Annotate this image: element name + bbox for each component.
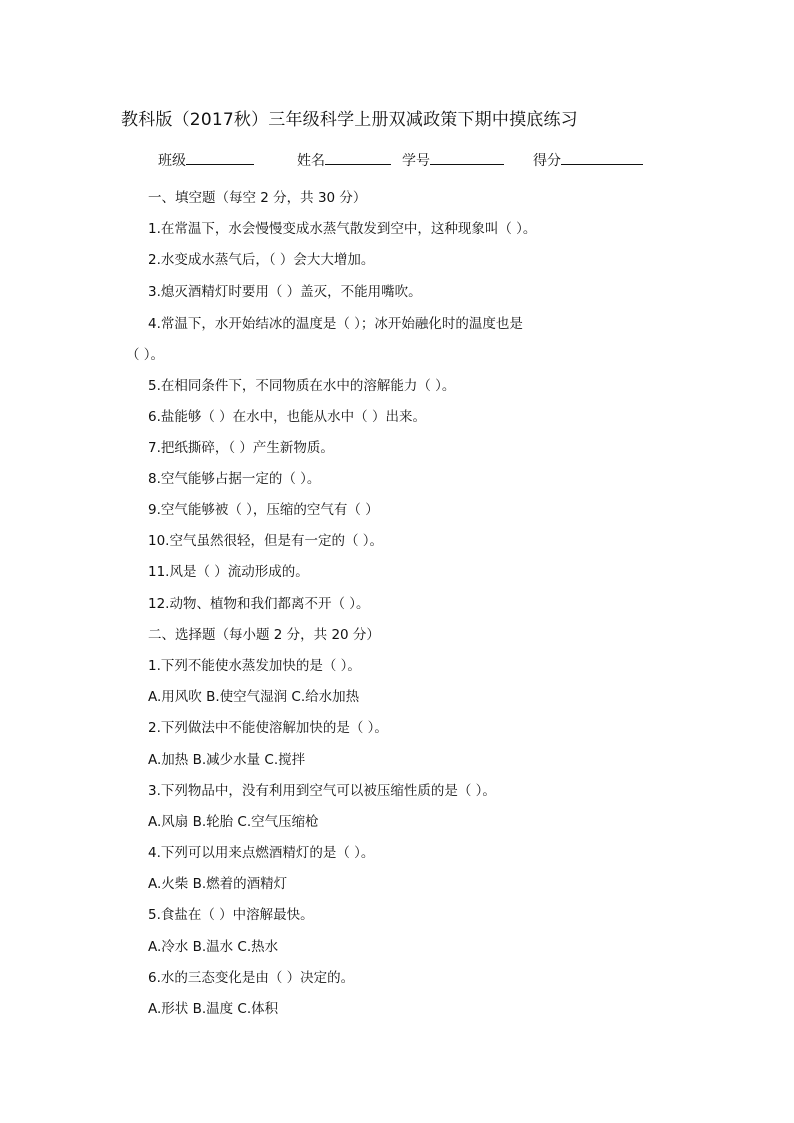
class-label: 班级	[158, 153, 186, 169]
question-line: 4.常温下，水开始结冰的温度是（ ）；冰开始融化时的温度也是	[148, 316, 523, 332]
question-line: 10.空气虽然很轻，但是有一定的（ ）。	[148, 533, 384, 549]
section-fill-blank-heading: 一、填空题（每空 2 分，共 30 分）	[148, 190, 367, 206]
options-line: A.风扇 B.轮胎 C.空气压缩枪	[148, 814, 319, 830]
options-line: A.火柴 B.燃着的酒精灯	[148, 876, 288, 892]
class-blank[interactable]	[186, 150, 254, 165]
question-line: 2.水变成水蒸气后，（ ）会大大增加。	[148, 252, 375, 268]
question-line: 5.食盐在（ ）中溶解最快。	[148, 907, 314, 923]
options-line: A.冷水 B.温水 C.热水	[148, 939, 279, 955]
question-line: 6.盐能够（ ）在水中，也能从水中（ ）出来。	[148, 409, 426, 425]
name-field	[297, 150, 391, 170]
question-line: 4.下列可以用来点燃酒精灯的是（ ）。	[148, 845, 375, 861]
question-line: 1.下列不能使水蒸发加快的是（ ）。	[148, 658, 361, 674]
options-line: A.用风吹 B.使空气湿润 C.给水加热	[148, 689, 360, 705]
id-blank[interactable]	[430, 150, 504, 165]
question-line: 7.把纸撕碎，（ ）产生新物质。	[148, 440, 334, 456]
score-blank[interactable]	[561, 150, 643, 165]
question-line: 5.在相同条件下，不同物质在水中的溶解能力（ ）。	[148, 378, 456, 394]
question-line: 3.下列物品中，没有利用到空气可以被压缩性质的是（ ）。	[148, 783, 496, 799]
id-label: 学号	[402, 153, 430, 169]
question-line: 6.水的三态变化是由（ ）决定的。	[148, 970, 355, 986]
question-line-continued: （ ）。	[126, 347, 165, 363]
question-line: 11.风是（ ）流动形成的。	[148, 564, 309, 580]
question-line: 3.熄灭酒精灯时要用（ ）盖灭，不能用嘴吹。	[148, 284, 422, 300]
page-title: 教科版（2017秋）三年级科学上册双减政策下期中摸底练习	[121, 110, 578, 130]
question-line: 12.动物、植物和我们都离不开（ ）。	[148, 596, 370, 612]
name-blank[interactable]	[325, 150, 391, 165]
question-line: 1.在常温下，水会慢慢变成水蒸气散发到空中，这种现象叫（ ）。	[148, 221, 537, 237]
section-choice-heading: 二、选择题（每小题 2 分，共 20 分）	[148, 627, 380, 643]
question-line: 9.空气能够被（ ），压缩的空气有（ ）	[148, 502, 379, 518]
score-field	[533, 150, 643, 170]
id-field	[402, 150, 504, 170]
question-line: 8.空气能够占据一定的（ ）。	[148, 471, 321, 487]
question-line: 2.下列做法中不能使溶解加快的是（ ）。	[148, 720, 388, 736]
options-line: A.形状 B.温度 C.体积	[148, 1001, 279, 1017]
name-label: 姓名	[297, 153, 325, 169]
options-line: A.加热 B.减少水量 C.搅拌	[148, 752, 306, 768]
score-label: 得分	[533, 153, 561, 169]
class-field	[158, 150, 254, 170]
